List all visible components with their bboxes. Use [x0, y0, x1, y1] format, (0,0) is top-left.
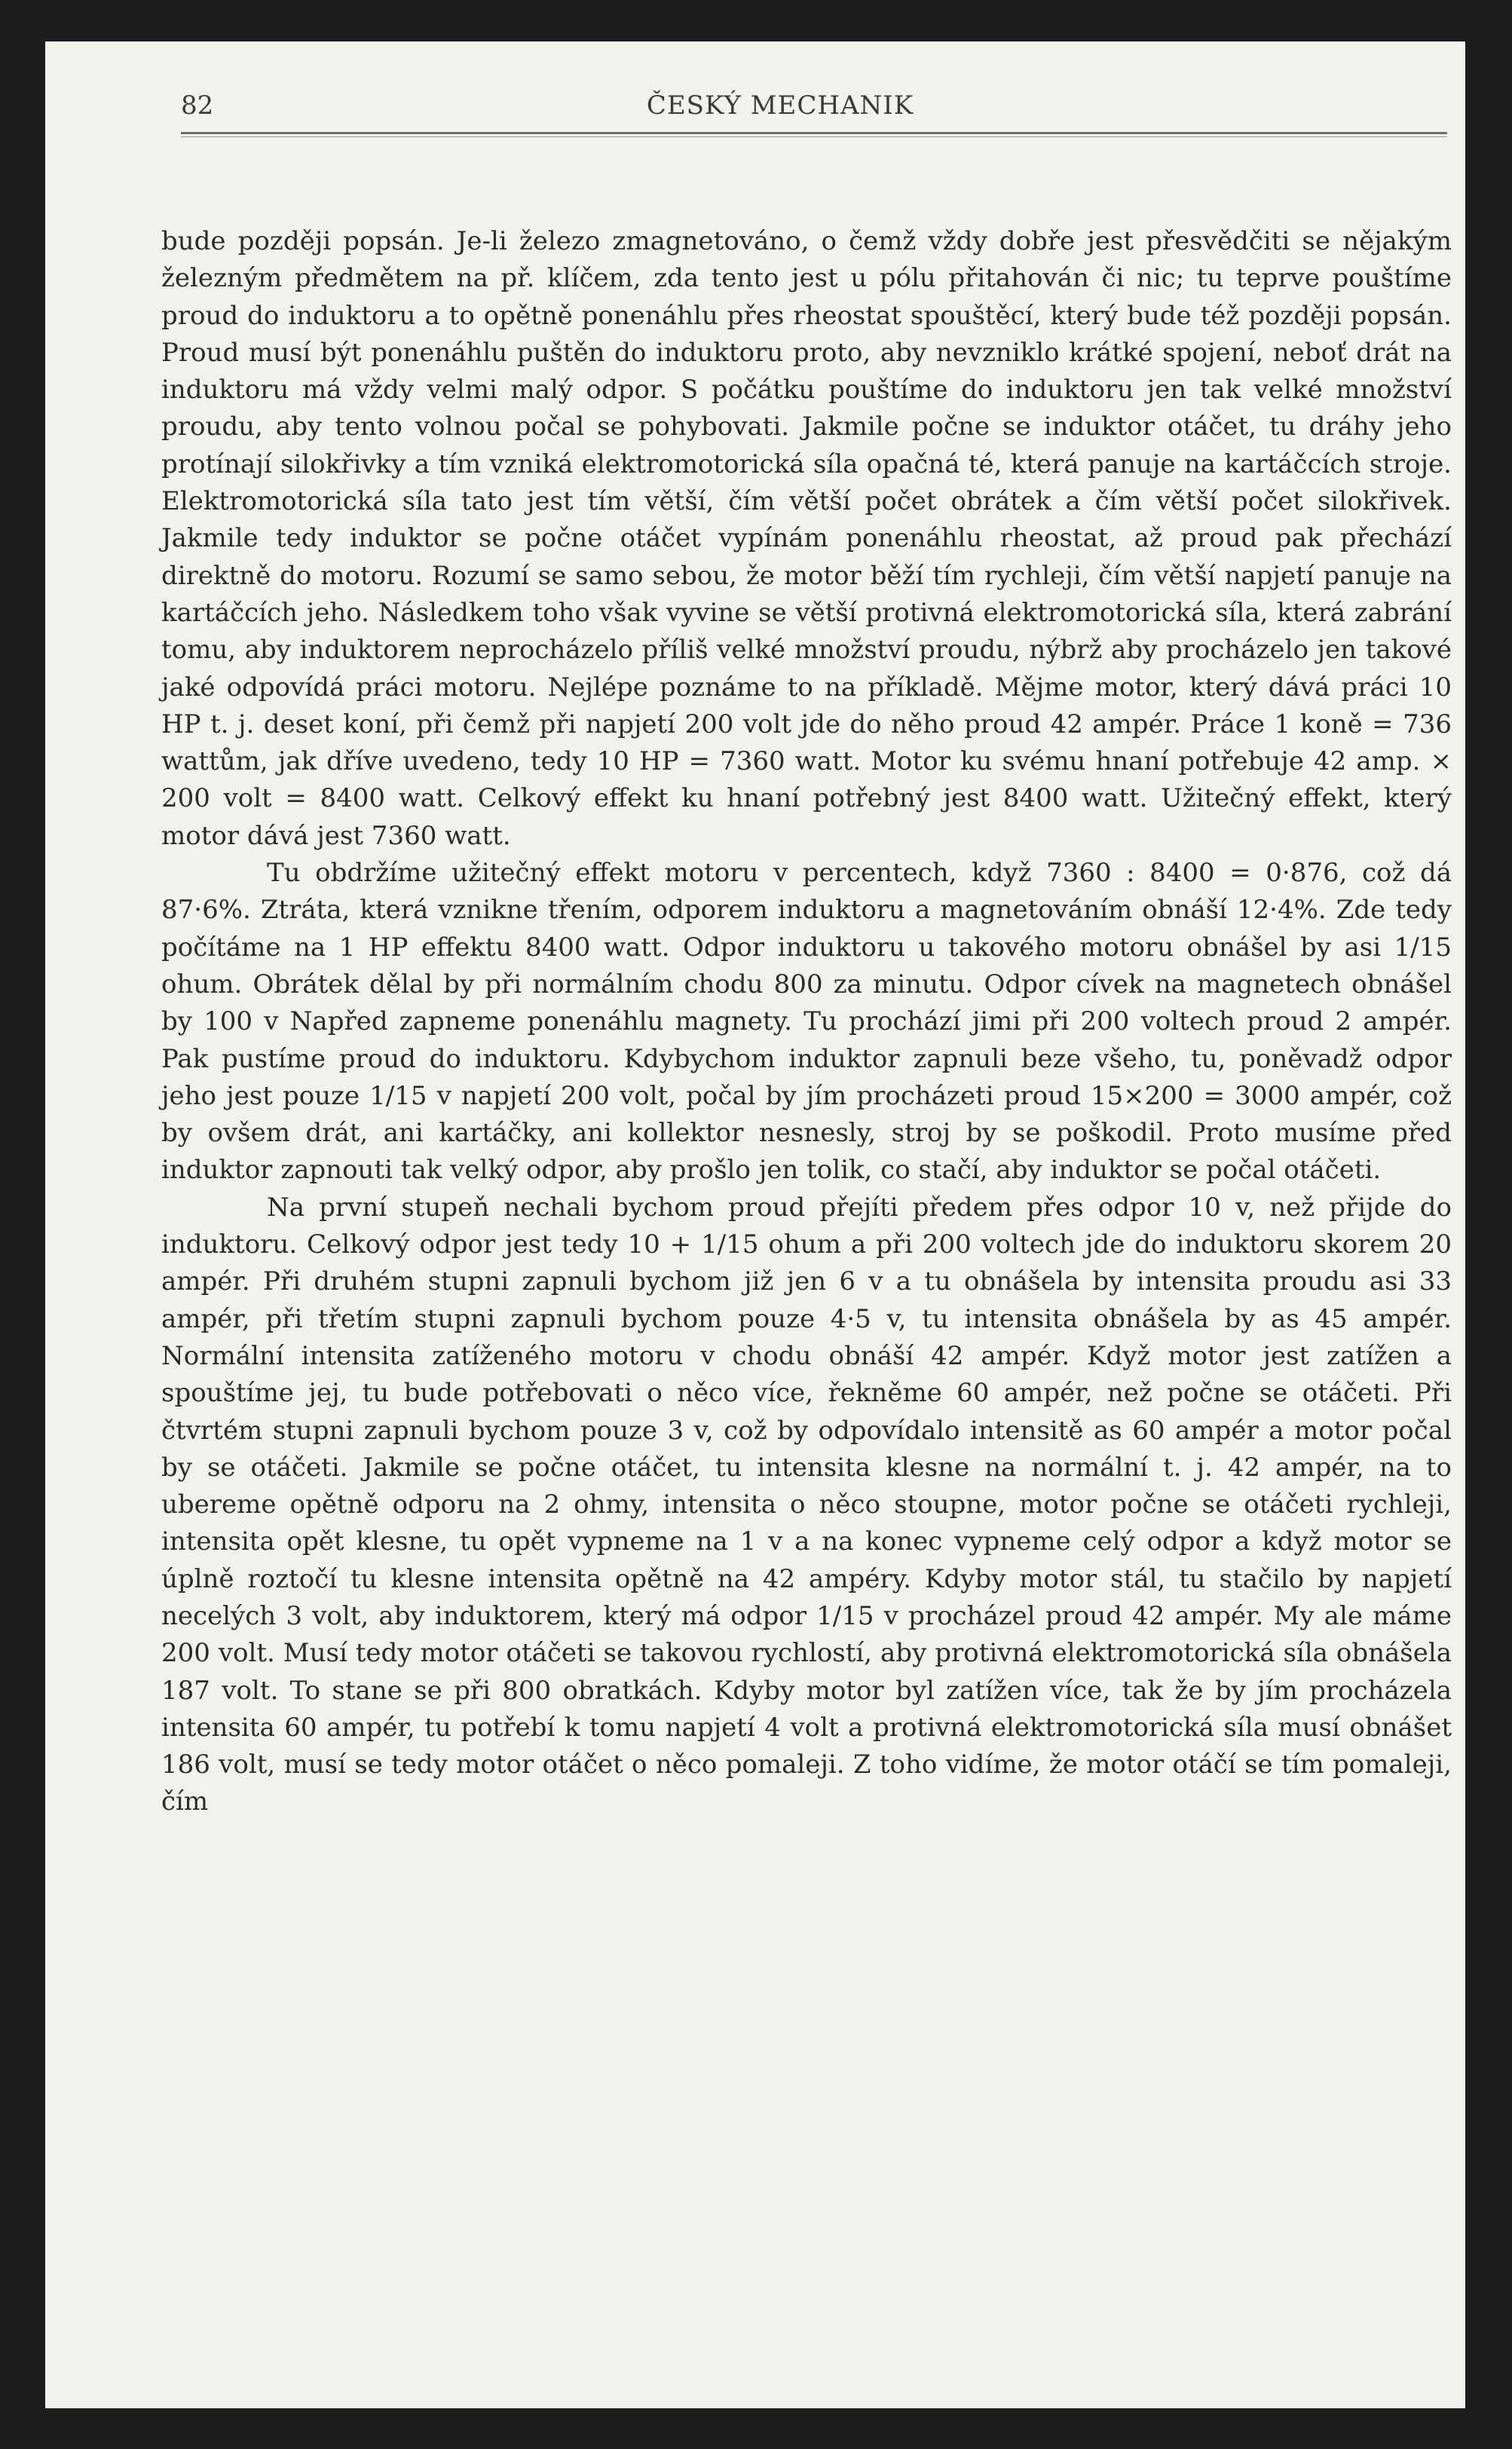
- header-rule-thin: [181, 136, 1447, 137]
- header-rule: [181, 132, 1447, 134]
- paragraph-3: Na první stupeň nechali bychom proud přejíti předem přes odpor 10 v, než přijde do induktoru. Celkový odpor jest tedy 10 + 1/15 ohum a při 200 voltech jde do induktoru skorem 20 ampér. Při druhém stupni zapnuli bychom již jen 6 v a tu obnášela by intensita proudu asi 33 ampér, při třetím stupni zapnuli bychom pouze 4·5 v, tu intensita obnášela by as 45 ampér. Normální intensita zatíženého motoru v chodu obnáší 42 ampér. Když motor jest zatížen a spouštíme jej, tu bude potřebovati o něco více, řekněme 60 ampér, než počne se otáčeti. Při čtvrtém stupni zapnuli bychom pouze 3 v, což by odpovídalo intensitě as 60 ampér a motor počal by se otáčeti. Jakmile se počne otáčet, tu intensita klesne na normální t. j. 42 ampér, na to ubereme opětně odporu na 2 ohmy, intensita o něco stoupne, motor počne se otáčeti rychleji, intensita opět klesne, tu opět vypneme na 1 v a na konec vypneme celý odpor a když motor se úplně roztočí tu klesne intensita opětně na 42 ampéry. Kdyby motor stál, tu stačilo by napjetí necelých 3 volt, aby induktorem, který má odpor 1/15 v procházel proud 42 ampér. My ale máme 200 volt. Musí tedy motor otáčeti se takovou rychlostí, aby protivná elektromotorická síla obnášela 187 volt. To stane se při 800 obratkách. Kdyby motor byl zatížen více, tak že by jím procházela intensita 60 ampér, tu potřebí k tomu napjetí 4 volt a protivná elektromotorická síla musí obnášet 186 volt, musí se tedy motor otáčet o něco pomaleji. Z toho vidíme, že motor otáčí se tím pomaleji, čím: [161, 1192, 1452, 1817]
- running-head: ČESKÝ MECHANIK: [646, 90, 914, 121]
- body-text: [161, 223, 1452, 1821]
- paragraph-1: bude později popsán. Je-li železo zmagnetováno, o čemž vždy dobře jest přesvědčiti se nějakým železným předmětem na př. klíčem, zda tento jest u pólu přitahován či nic; tu teprve pouštíme proud do induktoru a to opětně ponenáhlu přes rheostat spouštěcí, který bude též později popsán. Proud musí být ponenáhlu puštěn do induktoru proto, aby nevzniklo krátké spojení, neboť drát na induktoru má vždy velmi malý odpor. S počátku pouštíme do induktoru jen tak velké množství proudu, aby tento volnou počal se pohybovati. Jakmile počne se induktor otáčet, tu dráhy jeho protínají silokřivky a tím vzniká elektromotorická síla opačná té, která panuje na kartáčcích stroje. Elektromotorická síla tato jest tím větší, čím větší počet obrátek a čím větší počet silokřivek. Jakmile tedy induktor se počne otáčet vypínám ponenáhlu rheostat, až proud pak přechází direktně do motoru. Rozumí se samo sebou, že motor běží tím rychleji, čím větší napjetí panuje na kartáčcích jeho. Následkem toho však vyvine se větší protivná elektromotorická síla, která zabrání tomu, aby induktorem neprocházelo příliš velké množství proudu, nýbrž aby procházelo jen takové jaké odpovídá práci motoru. Nejlépe poznáme to na příkladě. Mějme motor, který dává práci 10 HP t. j. deset koní, při čemž při napjetí 200 volt jde do něho proud 42 ampér. Práce 1 koně = 736 wattům, jak dříve uvedeno, tedy 10 HP = 7360 watt. Motor ku svému hnaní potřebuje 42 amp. × 200 volt = 8400 watt. Celkový effekt ku hnaní potřebný jest 8400 watt. Užitečný effekt, který motor dává jest 7360 watt.: [161, 226, 1452, 851]
- page-header: [113, 90, 1447, 128]
- paragraph-2: Tu obdržíme užitečný effekt motoru v percentech, když 7360 : 8400 = 0·876, což dá 87·6%. Ztráta, která vznikne třením, odporem induktoru a magnetováním obnáší 12·4%. Zde tedy počítáme na 1 HP effektu 8400 watt. Odpor induktoru u takového motoru obnášel by asi 1/15 ohum. Obrátek dělal by při normálním chodu 800 za minutu. Odpor cívek na magnetech obnášel by 100 v Napřed zapneme ponenáhlu magnety. Tu prochází jimi při 200 voltech proud 2 ampér. Pak pustíme proud do induktoru. Kdybychom induktor zapnuli beze všeho, tu, poněvadž odpor jeho jest pouze 1/15 v napjetí 200 volt, počal by jím procházeti proud 15×200 = 3000 ampér, což by ovšem drát, ani kartáčky, ani kollektor nesnesly, stroj by se poškodil. Proto musíme před induktor zapnouti tak velký odpor, aby prošlo jen tolik, co stačí, aby induktor se počal otáčeti.: [161, 858, 1452, 1186]
- page-number: 82: [181, 90, 214, 121]
